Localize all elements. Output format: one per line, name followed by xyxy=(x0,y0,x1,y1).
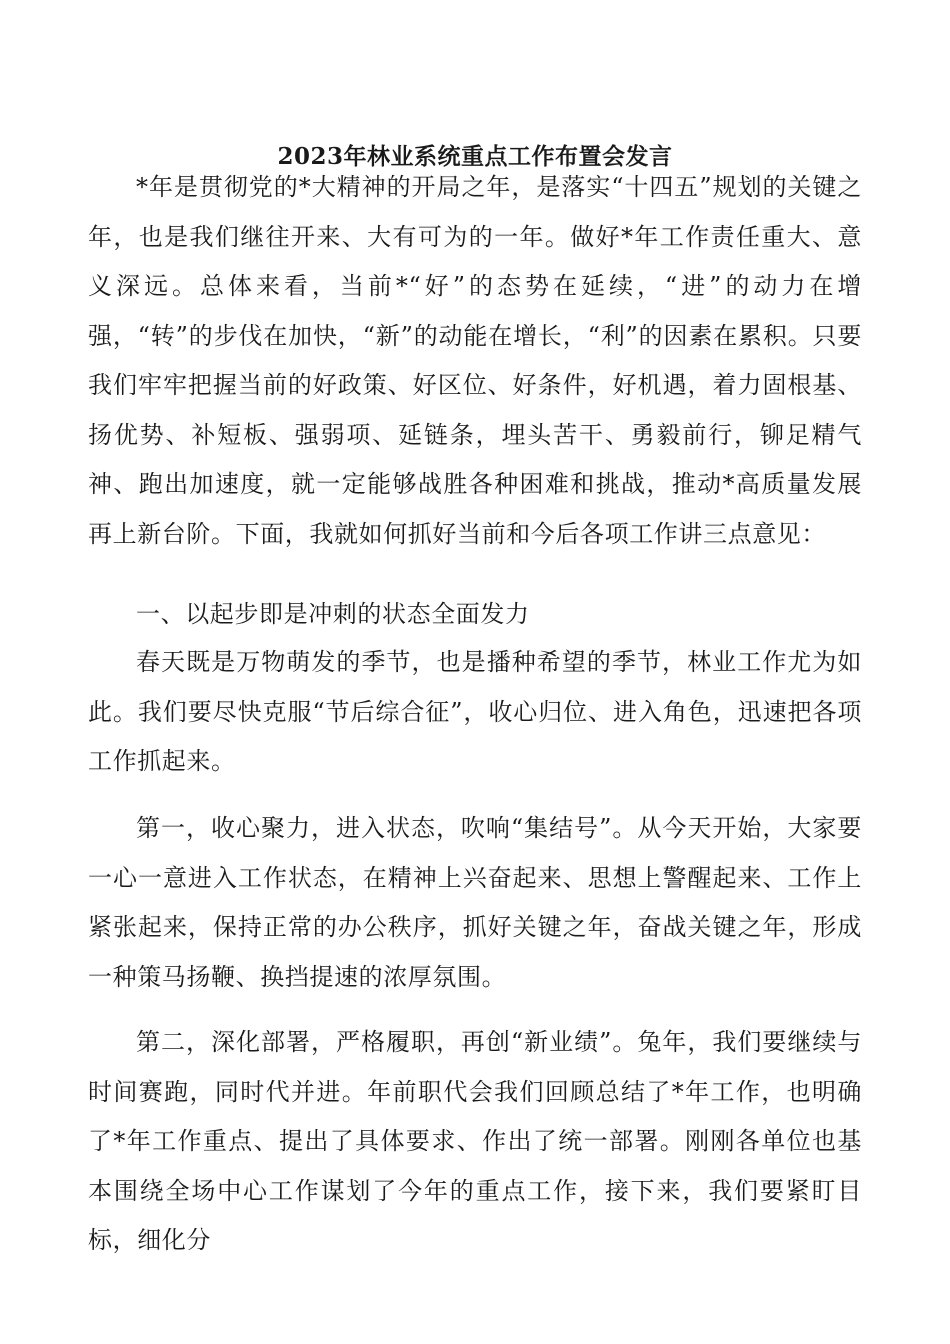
document-title: 2023年林业系统重点工作布置会发言 xyxy=(277,143,673,170)
paragraph-intro: *年是贯彻党的*大精神的开局之年，是落实“十四五”规划的关键之年，也是我们继往开来、大有可为的一年。做好*年工作责任重大、意义深远。总体来看，当前*“好”的态势在延续，“进”的动力在增强，“转”的步伐在加快，“新”的动能在增长，“利”的因素在累积。只要我们牢牢把握当前的好政策、好区位、好条件，好机遇，着力固根基、扬优势、补短板、强弱项、延链条，埋头苦干、勇毅前行，铆足精气神、跑出加速度，就一定能够战胜各种困难和挑战，推动*高质量发展再上新台阶。下面，我就如何抓好当前和今后各项工作讲三点意见： xyxy=(88,173,862,548)
paragraph-first-point: 第一，收心聚力，进入状态，吹响“集结号”。从今天开始，大家要一心一意进入工作状态，在精神上兴奋起来、思想上警醒起来、工作上紧张起来，保持正常的办公秩序，抓好关键之年，奋战关键之年，形成一种策马扬鞭、换挡提速的浓厚氛围。 xyxy=(88,814,862,991)
paragraph-second-point: 第二，深化部署，严格履职，再创“新业绩”。兔年，我们要继续与时间赛跑，同时代并进。年前职代会我们回顾总结了*年工作，也明确了*年工作重点、提出了具体要求、作出了统一部署。刚刚各单位也基本围绕全场中心工作谋划了今年的重点工作，接下来，我们要紧盯目标，细化分 xyxy=(88,1028,862,1254)
paragraph-spring: 春天既是万物萌发的季节，也是播种希望的季节，林业工作尤为如此。我们要尽快克服“节后综合征”，收心归位、进入角色，迅速把各项工作抓起来。 xyxy=(88,648,862,775)
section-heading-1: 一、以起步即是冲刺的状态全面发力 xyxy=(136,600,530,628)
